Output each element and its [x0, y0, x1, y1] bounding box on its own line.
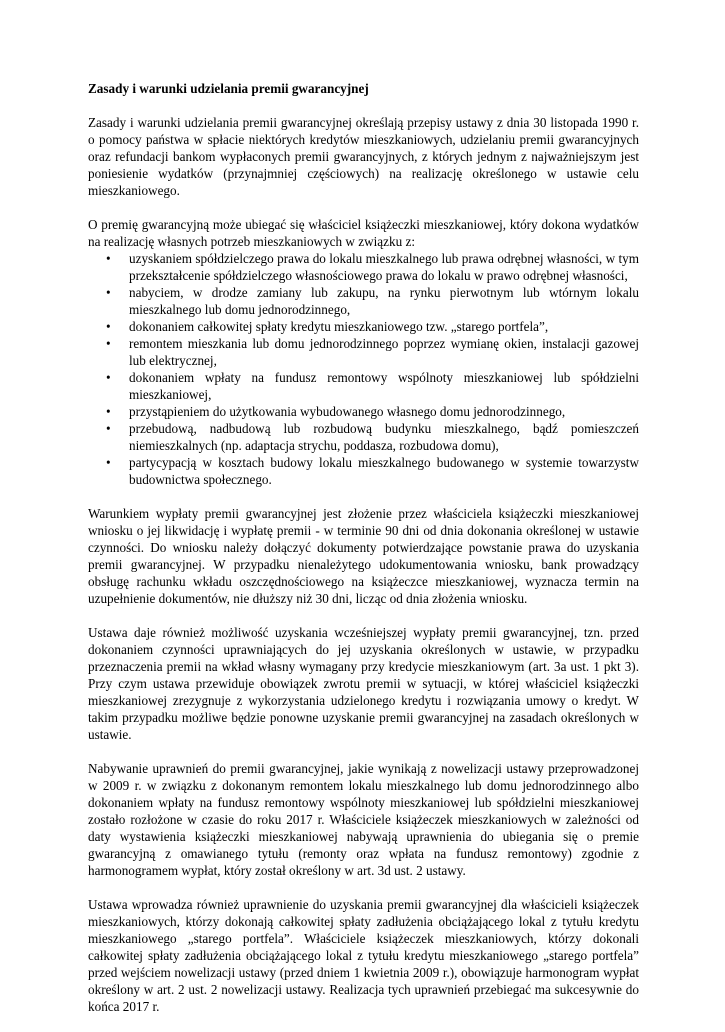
document-title: Zasady i warunki udzielania premii gwarancyjnej: [88, 81, 369, 96]
document-page: [88, 80, 639, 1032]
paragraph-payout-conditions: Warunkiem wypłaty premii gwarancyjnej jest złożenie przez właściciela książeczki mieszkaniowej wniosku o jej likwidację i wypłatę premii - w terminie 90 dni od dnia dokonania określonej w ustawie czynności. Do wniosku należy dołączyć dokumenty potwierdzające powstanie prawa do uzyskania premii gwarancyjnej. W przypadku nienależytego udokumentowania wniosku, bank prowadzący obsługę rachunku wkładu oszczędnościowego na książeczce mieszkaniowej, wyznacza termin na uzupełnienie dokumentów, nie dłuższy niż 30 dni, licząc od dnia złożenia wniosku.: [88, 506, 639, 606]
eligibility-list: [88, 250, 639, 488]
list-item: • dokonaniem całkowitej spłaty kredytu mieszkaniowego tzw. „starego portfela”,: [129, 318, 639, 335]
paragraph-old-portfolio: Ustawa wprowadza również uprawnienie do uzyskania premii gwarancyjnej dla właścicieli książeczek mieszkaniowych, którzy dokonają całkowitej spłaty zadłużenia obciążającego lokal z tytułu kredytu mieszkaniowego „starego portfela”. Właściciele książeczek mieszkaniowych, którzy dokonali całkowitej spłaty zadłużenia obciążającego lokal z tytułu kredytu mieszkaniowego „starego portfela” przed wejściem nowelizacji ustawy (przed dniem 1 kwietnia 2009 r.), obowiązuje harmonogram wypłat określony w art. 2 ust. 2 nowelizacji ustawy. Realizacja tych uprawnień przebiegać ma sukcesywnie do końca 2017 r.: [88, 897, 639, 1014]
list-item: • remontem mieszkania lub domu jednorodzinnego poprzez wymianę okien, instalacji gazowej lub elektrycznej,: [129, 335, 639, 369]
list-item: • nabyciem, w drodze zamiany lub zakupu, na rynku pierwotnym lub wtórnym lokalu mieszkalnego lub domu jednorodzinnego,: [129, 284, 639, 318]
list-item: • uzyskaniem spółdzielczego prawa do lokalu mieszkalnego lub prawa odrębnej własności, w tym przekształcenie spółdzielczego własnościowego prawa do lokalu w prawo odrębnej własności,: [129, 250, 639, 284]
list-item: • przystąpieniem do użytkowania wybudowanego własnego domu jednorodzinnego,: [129, 403, 639, 420]
list-item: • dokonaniem wpłaty na fundusz remontowy wspólnoty mieszkaniowej lub spółdzielni mieszkaniowej,: [129, 369, 639, 403]
list-item: • przebudową, nadbudową lub rozbudową budynku mieszkalnego, bądź pomieszczeń niemieszkalnych (np. adaptacja strychu, poddasza, rozbudowa domu),: [129, 420, 639, 454]
list-item: • partycypacją w kosztach budowy lokalu mieszkalnego budowanego w systemie towarzystw budownictwa społecznego.: [129, 454, 639, 488]
paragraph-early-payout: Ustawa daje również możliwość uzyskania wcześniejszej wypłaty premii gwarancyjnej, tzn. przed dokonaniem czynności uprawniających do jej uzyskania określonych w ustawie, w przypadku przeznaczenia premii na wkład własny wymagany przy kredycie mieszkaniowym (art. 3a ust. 1 pkt 3). Przy czym ustawa przewiduje obowiązek zwrotu premii w sytuacji, w której właściciel książeczki mieszkaniowej zrezygnuje z wykorzystania udzielonego kredytu i rozwiązania umowy o kredyt. W takim przypadku możliwe będzie ponowne uzyskanie premii gwarancyjnej na zasadach określonych w ustawie.: [88, 625, 639, 742]
paragraph-intro-rules: Zasady i warunki udzielania premii gwarancyjnej określają przepisy ustawy z dnia 30 listopada 1990 r. o pomocy państwa w spłacie niektórych kredytów mieszkaniowych, udzielaniu premii gwarancyjnych oraz refundacji bankom wypłaconych premii gwarancyjnych, z których jednym z najważniejszym jest poniesienie wydatków (przynajmniej częściowych) na realizację określonego w ustawie celu mieszkaniowego.: [88, 115, 639, 198]
paragraph-eligibility: O premię gwarancyjną może ubiegać się właściciel książeczki mieszkaniowej, który dokona wydatków na realizację własnych potrzeb mieszkaniowych w związku z:: [88, 217, 639, 249]
paragraph-amendment-2009: Nabywanie uprawnień do premii gwarancyjnej, jakie wynikają z nowelizacji ustawy przeprowadzonej w 2009 r. w związku z dokonanym remontem lokalu mieszkalnego lub domu jednorodzinnego albo dokonaniem wpłaty na fundusz remontowy wspólnoty mieszkaniowej lub spółdzielni mieszkaniowej zostało rozłożone w czasie do roku 2017 r. Właściciele książeczek mieszkaniowych w zależności od daty wystawienia książeczki mieszkaniowej nabywają uprawnienia do ubiegania się o premie gwarancyjną z omawianego tytułu (remonty oraz wpłata na fundusz remontowy) zgodnie z harmonogramem wypłat, który został określony w art. 3d ust. 2 ustawy.: [88, 761, 639, 878]
